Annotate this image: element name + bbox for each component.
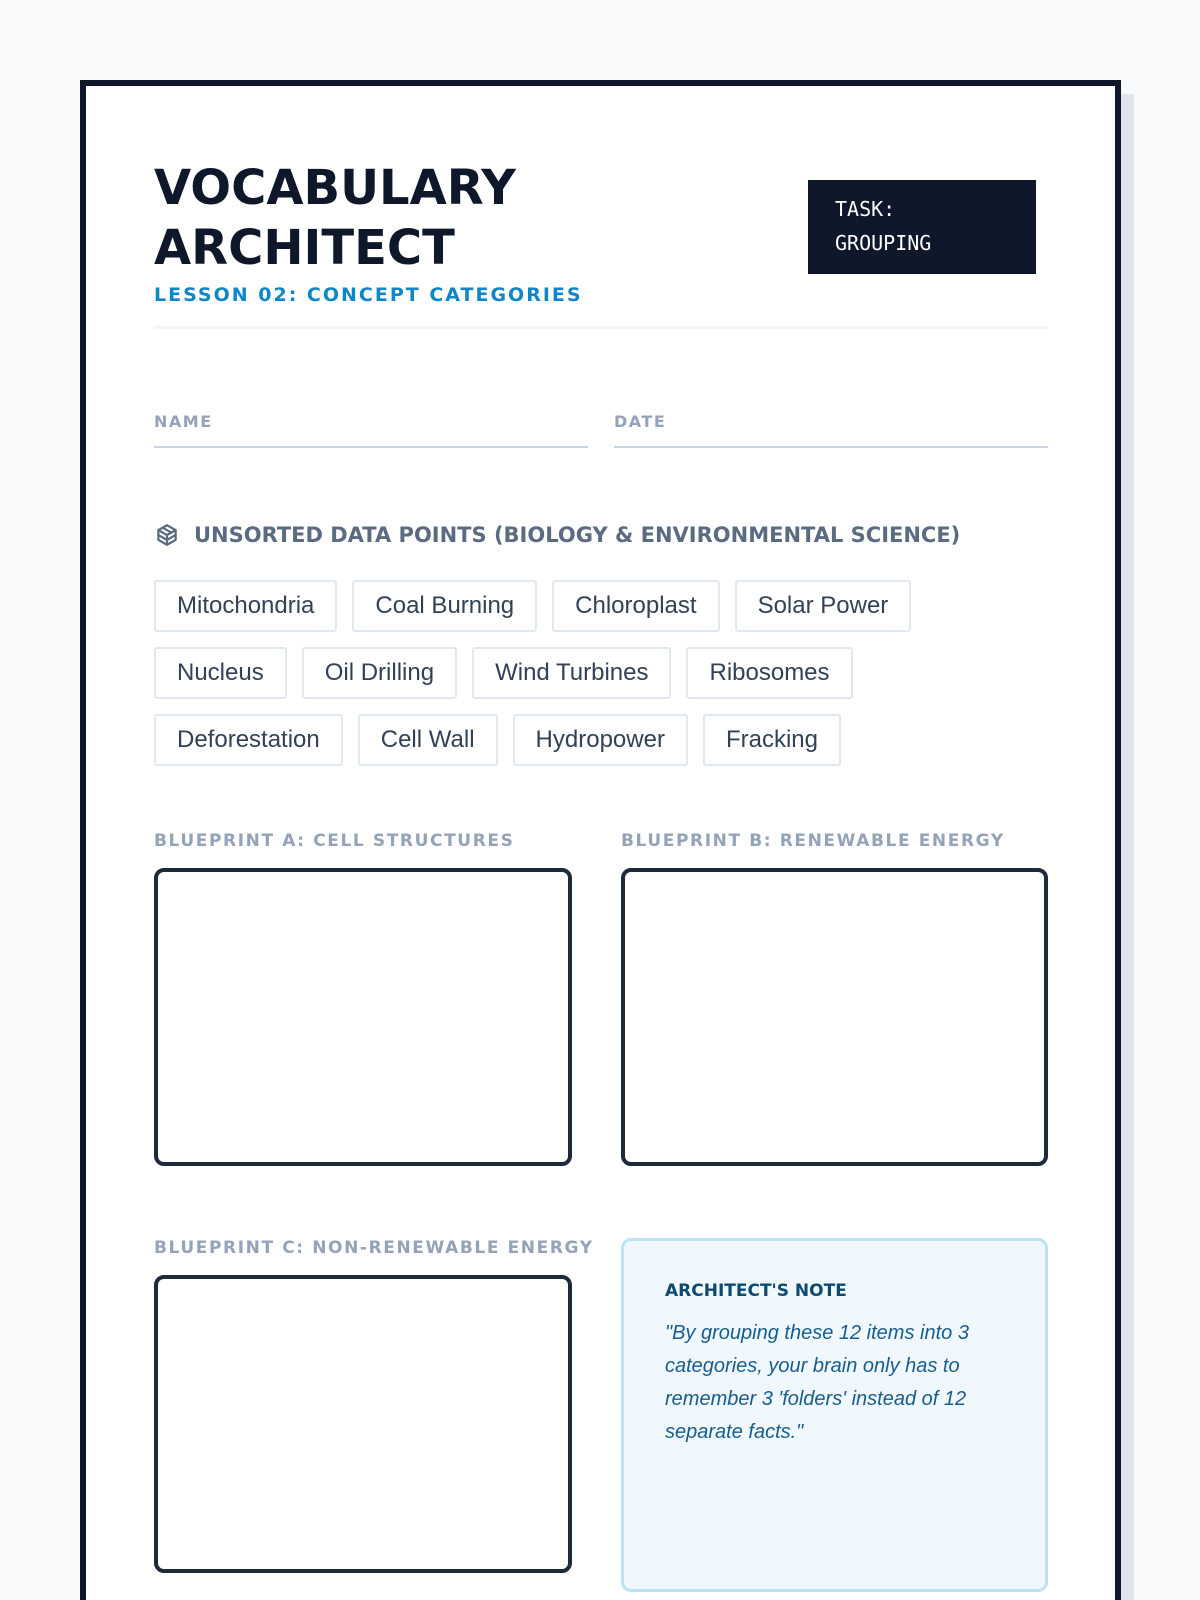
term-chip[interactable]: Wind Turbines bbox=[472, 647, 671, 699]
term-chip[interactable]: Chloroplast bbox=[552, 580, 719, 632]
header-divider bbox=[154, 326, 1048, 329]
term-chip[interactable]: Oil Drilling bbox=[302, 647, 457, 699]
term-chip[interactable]: Solar Power bbox=[735, 580, 912, 632]
blueprint-a-box[interactable] bbox=[154, 868, 572, 1166]
worksheet-header bbox=[154, 158, 1048, 306]
date-field[interactable] bbox=[614, 412, 1048, 448]
note-text: "By grouping these 12 items into 3 categories, your brain only has to remember 3 'folders' instead of 12 separate facts." bbox=[665, 1322, 969, 1443]
chip-bank bbox=[154, 580, 1054, 781]
term-chip[interactable]: Deforestation bbox=[154, 714, 343, 766]
term-chip[interactable]: Hydropower bbox=[513, 714, 688, 766]
architects-note bbox=[621, 1238, 1048, 1592]
unsorted-heading bbox=[154, 522, 960, 548]
term-chip[interactable]: Ribosomes bbox=[686, 647, 852, 699]
chip-row bbox=[154, 647, 1054, 699]
blueprint-c-box[interactable] bbox=[154, 1275, 572, 1573]
blueprint-b-label: BLUEPRINT B: RENEWABLE ENERGY bbox=[621, 831, 1005, 851]
date-label: DATE bbox=[614, 412, 667, 431]
package-icon bbox=[154, 522, 180, 548]
chip-row bbox=[154, 580, 1054, 632]
task-badge: TASK: GROUPING bbox=[808, 180, 1036, 274]
term-chip[interactable]: Mitochondria bbox=[154, 580, 337, 632]
blueprint-b-box[interactable] bbox=[621, 868, 1048, 1166]
term-chip[interactable]: Nucleus bbox=[154, 647, 287, 699]
unsorted-heading-text: UNSORTED DATA POINTS (BIOLOGY & ENVIRONMENTAL SCIENCE) bbox=[194, 523, 961, 547]
name-label: NAME bbox=[154, 412, 213, 431]
name-field[interactable] bbox=[154, 412, 588, 448]
blueprint-a-label: BLUEPRINT A: CELL STRUCTURES bbox=[154, 831, 515, 851]
chip-row bbox=[154, 714, 1054, 766]
term-chip[interactable]: Coal Burning bbox=[352, 580, 537, 632]
lesson-subtitle: LESSON 02: CONCEPT CATEGORIES bbox=[154, 284, 583, 306]
page-title: VOCABULARY ARCHITECT bbox=[154, 160, 516, 276]
worksheet bbox=[80, 80, 1121, 1600]
term-chip[interactable]: Fracking bbox=[703, 714, 841, 766]
blueprint-c-label: BLUEPRINT C: NON-RENEWABLE ENERGY bbox=[154, 1238, 594, 1258]
note-title: ARCHITECT'S NOTE bbox=[665, 1281, 847, 1301]
term-chip[interactable]: Cell Wall bbox=[358, 714, 498, 766]
